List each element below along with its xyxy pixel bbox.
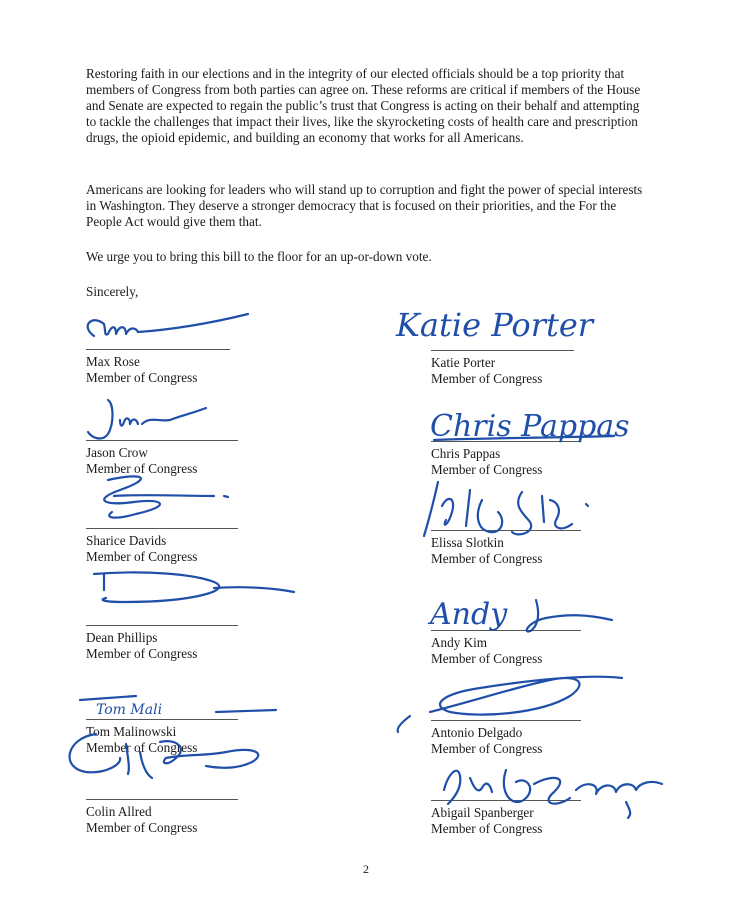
signer-elissa-slotkin xyxy=(431,530,631,610)
signer-dean-phillips xyxy=(86,625,286,705)
signer-andy-kim xyxy=(431,630,631,710)
signer-name: Elissa Slotkin xyxy=(431,535,504,550)
signer-title: Member of Congress xyxy=(86,549,198,564)
signature-line xyxy=(86,719,238,720)
signer-title: Member of Congress xyxy=(431,821,543,836)
closing: Sincerely, xyxy=(86,284,139,299)
signer-antonio-delgado xyxy=(431,720,631,800)
signer-title: Member of Congress xyxy=(86,646,198,661)
signer-katie-porter xyxy=(431,350,631,430)
signature-line xyxy=(431,530,581,531)
signer-title: Member of Congress xyxy=(86,370,198,385)
signature-line xyxy=(86,625,238,626)
signature-line xyxy=(431,441,581,442)
signer-title: Member of Congress xyxy=(431,462,543,477)
signer-name: Colin Allred xyxy=(86,804,152,819)
signature-line xyxy=(431,630,581,631)
signer-chris-pappas xyxy=(431,441,631,521)
signer-name: Jason Crow xyxy=(86,445,148,460)
signer-title: Member of Congress xyxy=(86,461,198,476)
signature-text: Tom Mali xyxy=(96,702,163,718)
signer-name: Abigail Spanberger xyxy=(431,805,534,820)
signer-title: Member of Congress xyxy=(431,551,543,566)
signature-line xyxy=(431,720,581,721)
paragraph-3: We urge you to bring this bill to the floor for an up-or-down vote. xyxy=(86,249,432,264)
paragraph-1: Restoring faith in our elections and in the integrity of our elected officials should be a top priority that members of Congress from both parties can agree on. These reforms are critical if members of the House and Senate are expected to regain the public’s trust that Congress is acting on their behalf and attempting to tackle the challenges that impact their lives, like the skyrocketing costs of health care and prescription drugs, the opioid epidemic, and building an economy that works for all Americans. xyxy=(86,66,641,145)
signer-tom-malinowski xyxy=(86,719,286,799)
signer-name: Andy Kim xyxy=(431,635,488,650)
signer-jason-crow xyxy=(86,440,286,520)
signer-max-rose xyxy=(86,349,286,429)
page-number: 2 xyxy=(363,862,369,876)
signer-name: Antonio Delgado xyxy=(431,725,523,740)
signature-line xyxy=(86,349,230,350)
max-rose-signature xyxy=(78,306,258,350)
signer-title: Member of Congress xyxy=(86,820,198,835)
signature-line xyxy=(86,528,238,529)
signer-sharice-davids xyxy=(86,528,286,608)
signer-name: Max Rose xyxy=(86,354,140,369)
signer-title: Member of Congress xyxy=(431,371,543,386)
signature-line xyxy=(86,440,238,441)
signer-title: Member of Congress xyxy=(86,740,198,755)
signature-line xyxy=(86,799,238,800)
signature-text: Chris Pappas xyxy=(430,409,630,444)
signature-line xyxy=(431,350,574,351)
signer-title: Member of Congress xyxy=(431,651,543,666)
katie-porter-signature xyxy=(392,284,612,348)
signature-text: Katie Porter xyxy=(396,306,594,344)
signature-text: Andy xyxy=(430,597,508,632)
signer-title: Member of Congress xyxy=(431,741,543,756)
signer-name: Katie Porter xyxy=(431,355,496,370)
signer-name: Tom Malinowski xyxy=(86,724,177,739)
signer-name: Chris Pappas xyxy=(431,446,501,461)
signature-line xyxy=(431,800,581,801)
signer-name: Sharice Davids xyxy=(86,533,167,548)
paragraph-2: Americans are looking for leaders who will stand up to corruption and fight the power of special interests in Washington. They deserve a stronger democracy that is focused on their priorities, and the For the People Act would give them that. xyxy=(86,182,643,229)
signer-name: Dean Phillips xyxy=(86,630,158,645)
